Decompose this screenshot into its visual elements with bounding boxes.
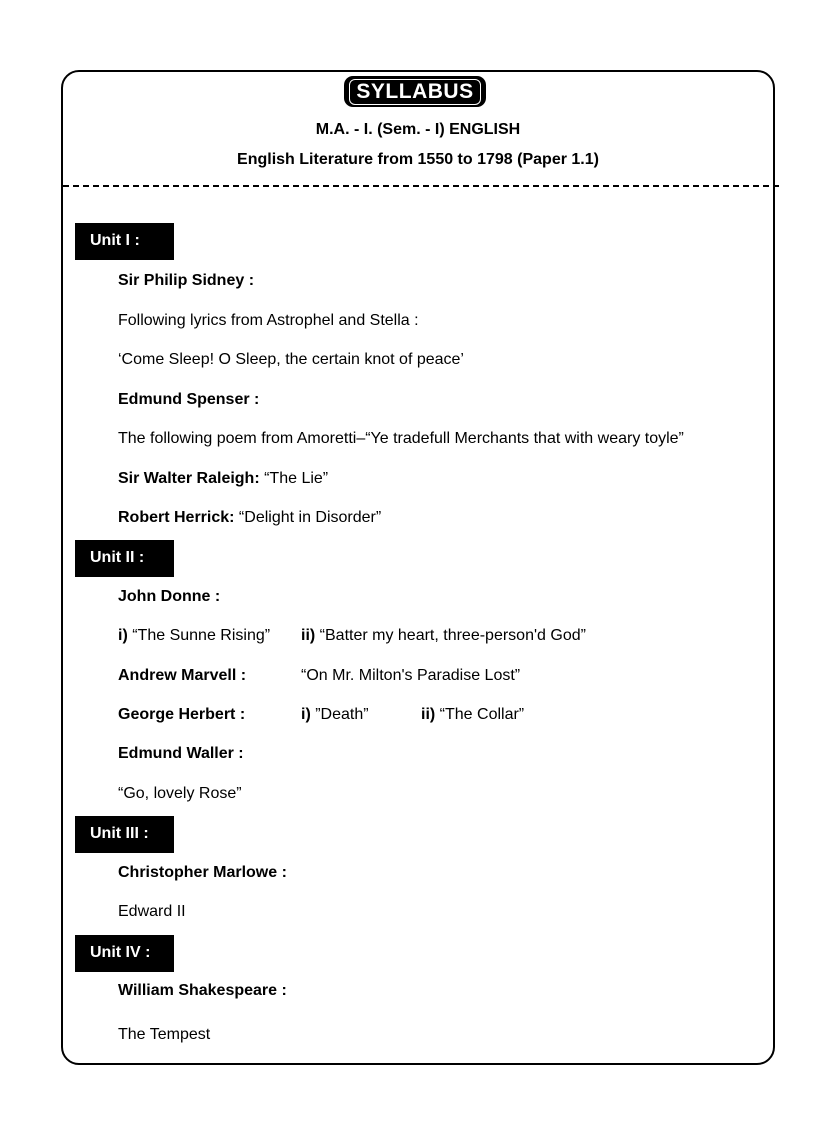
unit-3-heading: Unit III : (75, 816, 174, 853)
author-donne: John Donne : (118, 588, 221, 605)
donne-ii-marker: ii) (301, 627, 316, 644)
marvell-work: “On Mr. Milton's Paradise Lost” (301, 667, 521, 684)
herrick-work: “Delight in Disorder” (234, 509, 382, 526)
herbert-i-marker: i) (301, 706, 311, 723)
author-sidney: Sir Philip Sidney : (118, 272, 255, 289)
author-waller: Edmund Waller : (118, 745, 244, 762)
shakespeare-work: The Tempest (118, 1026, 211, 1043)
herbert-i-title: ”Death” (310, 706, 369, 723)
unit-4-heading: Unit IV : (75, 935, 174, 972)
sidney-poem: ‘Come Sleep! O Sleep, the certain knot of peace’ (118, 351, 464, 368)
author-shakespeare: William Shakespeare : (118, 982, 287, 999)
author-raleigh: Sir Walter Raleigh: (118, 470, 260, 487)
herrick-line (118, 509, 381, 527)
raleigh-line (118, 470, 328, 488)
syllabus-badge-label: SYLLABUS (349, 79, 480, 105)
author-herrick: Robert Herrick: (118, 509, 235, 526)
herbert-poem-i (301, 706, 369, 724)
spenser-description: The following poem from Amoretti–“Ye tradefull Merchants that with weary toyle” (118, 430, 684, 447)
syllabus-badge (344, 76, 486, 107)
donne-ii-title: “Batter my heart, three-person'd God” (315, 627, 586, 644)
waller-work: “Go, lovely Rose” (118, 785, 242, 802)
marlowe-work: Edward II (118, 903, 186, 920)
donne-i-title: “The Sunne Rising” (127, 627, 271, 644)
course-title: M.A. - I. (Sem. - I) ENGLISH (315, 121, 521, 138)
author-marlowe: Christopher Marlowe : (118, 864, 287, 881)
donne-poem-ii (301, 627, 586, 645)
herbert-ii-marker: ii) (421, 706, 436, 723)
dashed-divider (63, 185, 779, 187)
donne-poem-i (118, 627, 270, 645)
paper-title: English Literature from 1550 to 1798 (Paper 1.1) (237, 151, 599, 168)
herbert-poem-ii (421, 706, 524, 724)
raleigh-work: “The Lie” (259, 470, 329, 487)
herbert-ii-title: “The Collar” (435, 706, 525, 723)
sidney-description: Following lyrics from Astrophel and Stella : (118, 312, 419, 329)
author-spenser: Edmund Spenser : (118, 391, 260, 408)
unit-1-heading: Unit I : (75, 223, 174, 260)
unit-2-heading: Unit II : (75, 540, 174, 577)
author-herbert: George Herbert : (118, 706, 246, 723)
author-marvell: Andrew Marvell : (118, 667, 247, 684)
donne-i-marker: i) (118, 627, 128, 644)
